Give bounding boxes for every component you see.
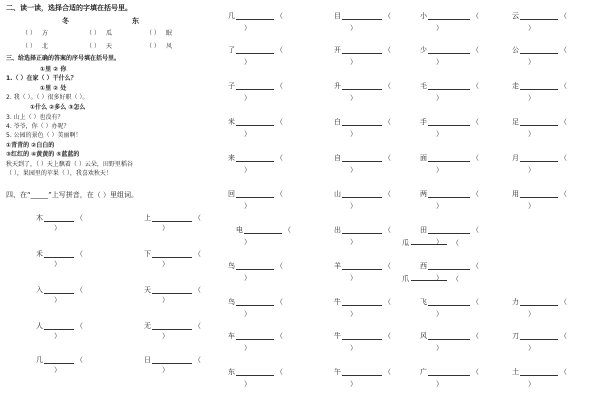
- character: 午: [334, 368, 341, 376]
- character: 了: [228, 46, 235, 54]
- word-entry: [334, 368, 391, 376]
- pinyin-blank[interactable]: [520, 369, 558, 376]
- word-entry: [512, 332, 567, 340]
- open-paren: （: [472, 190, 479, 198]
- pinyin-blank[interactable]: [342, 263, 382, 270]
- pinyin-blank[interactable]: [520, 119, 558, 126]
- question-4: 4. 爷爷，你（ ）办呢？: [6, 123, 70, 130]
- open-paren: （: [76, 322, 83, 330]
- close-paren: ）: [244, 94, 251, 102]
- pinyin-blank[interactable]: [428, 47, 470, 54]
- pinyin-blank[interactable]: [44, 357, 74, 364]
- q1-options: ①里 ② 你: [40, 66, 67, 73]
- close-paren: ）: [528, 166, 535, 174]
- close-paren: ）: [436, 380, 443, 388]
- character: 木: [36, 214, 43, 222]
- open-paren: （: [560, 46, 567, 54]
- close-paren: ）: [436, 238, 443, 246]
- open-paren: （: [276, 298, 283, 306]
- pair-paren[interactable]: （ ）: [86, 43, 100, 50]
- pinyin-blank[interactable]: [236, 155, 274, 162]
- pinyin-blank[interactable]: [342, 47, 382, 54]
- word-entry: [512, 82, 567, 90]
- pinyin-blank[interactable]: [428, 155, 470, 162]
- pinyin-blank[interactable]: [520, 299, 558, 306]
- pinyin-blank[interactable]: [236, 119, 274, 126]
- word-entry: [144, 322, 201, 330]
- pair-word: 天: [106, 43, 113, 50]
- word-entry: [334, 12, 391, 20]
- open-paren: （: [276, 332, 283, 340]
- pinyin-blank[interactable]: [44, 215, 74, 222]
- character: 上: [144, 214, 151, 222]
- character: 回: [228, 190, 235, 198]
- close-paren: ）: [244, 24, 251, 32]
- pinyin-blank[interactable]: [428, 191, 470, 198]
- close-paren: ）: [350, 238, 357, 246]
- word-entry: [236, 226, 291, 234]
- close-paren: ）: [436, 58, 443, 66]
- close-paren: ）: [54, 366, 61, 374]
- section2-heading: 二、读一读，选择合适的字填在括号里。: [6, 4, 132, 12]
- open-paren: （: [384, 82, 391, 90]
- open-paren: （: [560, 82, 567, 90]
- character: 足: [512, 118, 519, 126]
- pair-word: 眠: [166, 30, 173, 37]
- character: 云: [512, 12, 519, 20]
- close-paren: ）: [528, 58, 535, 66]
- open-paren: （: [276, 262, 283, 270]
- open-paren: （: [194, 356, 201, 364]
- pinyin-blank[interactable]: [236, 263, 274, 270]
- option-dong-winter: 冬: [62, 17, 69, 25]
- word-entry: [420, 118, 479, 126]
- word-entry: [334, 262, 391, 270]
- open-paren: （: [284, 226, 291, 234]
- open-paren: （: [276, 46, 283, 54]
- word-entry: [512, 190, 567, 198]
- character: 日: [144, 356, 151, 364]
- close-paren: ）: [350, 94, 357, 102]
- pinyin-blank[interactable]: [152, 323, 192, 330]
- pinyin-blank[interactable]: [428, 227, 470, 234]
- word-entry: [334, 226, 391, 234]
- open-paren: （: [194, 214, 201, 222]
- word-entry: [420, 82, 479, 90]
- word-entry: [334, 332, 391, 340]
- word-entry: [334, 82, 391, 90]
- close-paren: ）: [528, 344, 535, 352]
- character: 广: [420, 368, 427, 376]
- open-paren: （: [194, 250, 201, 258]
- character: 目: [334, 12, 341, 20]
- pinyin-blank[interactable]: [520, 155, 558, 162]
- open-paren: （: [560, 154, 567, 162]
- character: 几: [228, 12, 235, 20]
- open-paren: （: [276, 154, 283, 162]
- open-paren: （: [560, 190, 567, 198]
- pinyin-blank[interactable]: [411, 238, 447, 245]
- close-paren: ）: [244, 310, 251, 318]
- close-paren: ）: [436, 202, 443, 210]
- open-paren: （: [472, 118, 479, 126]
- pinyin-blank[interactable]: [342, 155, 382, 162]
- close-paren: ）: [244, 202, 251, 210]
- close-paren: ）: [244, 58, 251, 66]
- open-paren: （: [76, 356, 83, 364]
- close-paren: ）: [350, 202, 357, 210]
- pair-word: 北: [42, 43, 49, 50]
- pinyin-blank[interactable]: [244, 227, 282, 234]
- pair-word: 风: [166, 43, 173, 50]
- close-paren: ）: [244, 238, 251, 246]
- pinyin-blank[interactable]: [428, 333, 470, 340]
- character: 两: [420, 190, 427, 198]
- open-paren: （: [276, 82, 283, 90]
- character: 土: [512, 368, 519, 376]
- close-paren: ）: [244, 274, 251, 282]
- pinyin-blank[interactable]: [520, 83, 558, 90]
- close-paren: ）: [350, 24, 357, 32]
- pinyin-blank[interactable]: [236, 369, 274, 376]
- open-paren: （: [194, 322, 201, 330]
- word-entry: [36, 286, 83, 294]
- character: 来: [228, 154, 235, 162]
- word-entry: [512, 12, 567, 20]
- pinyin-blank[interactable]: [428, 369, 470, 376]
- close-paren: ）: [54, 224, 61, 232]
- section4-heading: 四、在“_____”上写拼音，在（ ）里组词。: [6, 191, 138, 199]
- character: 下: [144, 250, 151, 258]
- pinyin-blank[interactable]: [342, 119, 382, 126]
- word-entry: [228, 82, 283, 90]
- open-paren: （: [472, 226, 479, 234]
- pinyin-blank[interactable]: [428, 263, 470, 270]
- open-paren: （: [472, 12, 479, 20]
- pinyin-blank[interactable]: [152, 251, 192, 258]
- word-entry: [420, 368, 479, 376]
- character: 风: [420, 332, 427, 340]
- open-paren: （: [384, 154, 391, 162]
- section3-heading: 三、给选择正确的答案的序号填在括号里。: [6, 55, 121, 62]
- character: 田: [420, 226, 427, 234]
- open-paren: （: [560, 368, 567, 376]
- pinyin-blank[interactable]: [520, 47, 558, 54]
- pair-paren[interactable]: （ ）: [146, 43, 160, 50]
- option-dong-east: 东: [132, 17, 139, 25]
- pinyin-blank[interactable]: [520, 191, 558, 198]
- character: 面: [420, 154, 427, 162]
- close-paren: ）: [436, 24, 443, 32]
- pair-paren[interactable]: （ ）: [22, 30, 36, 37]
- pinyin-blank[interactable]: [428, 299, 470, 306]
- open-paren: （: [384, 298, 391, 306]
- character-gua: 瓜: [402, 239, 409, 247]
- word-entry: [334, 46, 391, 54]
- open-paren: （: [560, 12, 567, 20]
- character: 升: [334, 82, 341, 90]
- pinyin-blank[interactable]: [44, 323, 74, 330]
- character: 公: [512, 46, 519, 54]
- pinyin-blank[interactable]: [44, 287, 74, 294]
- open-paren: （: [472, 298, 479, 306]
- character: 鸟: [228, 298, 235, 306]
- character: 开: [334, 46, 341, 54]
- word-entry: [228, 262, 283, 270]
- close-paren: ）: [244, 380, 251, 388]
- open-paren: （: [472, 82, 479, 90]
- pinyin-blank[interactable]: [342, 13, 382, 20]
- pair-paren[interactable]: （ ）: [86, 30, 100, 37]
- close-paren: ）: [436, 166, 443, 174]
- word-entry: [228, 332, 283, 340]
- character: 用: [512, 190, 519, 198]
- open-paren: （: [76, 250, 83, 258]
- word-entry: [334, 118, 391, 126]
- word-entry: [420, 298, 479, 306]
- q6-options-2: ③红红的 ④黄黄的 ⑤蓝蓝的: [6, 151, 80, 158]
- close-paren: ）: [350, 166, 357, 174]
- word-entry: [512, 118, 567, 126]
- pinyin-blank[interactable]: [236, 333, 274, 340]
- question-2: 2. 我（ ）。（ ）很多好职（ ）。: [6, 94, 89, 101]
- q2-options: ①里 ② 处: [40, 85, 67, 92]
- close-paren: ）: [350, 274, 357, 282]
- character: 电: [236, 226, 243, 234]
- close-paren: ）: [528, 130, 535, 138]
- pair-paren[interactable]: （ ）: [22, 43, 36, 50]
- close-paren: ）: [528, 380, 535, 388]
- character: 力: [512, 298, 519, 306]
- close-paren: ）: [162, 366, 169, 374]
- question-6b: （ ），果园里的苹果（ ），我喜欢秋天！: [6, 170, 112, 177]
- pair-paren[interactable]: （ ）: [146, 30, 160, 37]
- close-paren: ）: [436, 344, 443, 352]
- pinyin-blank[interactable]: [236, 299, 274, 306]
- word-entry: [228, 12, 283, 20]
- character: 山: [334, 190, 341, 198]
- open-paren: （: [76, 286, 83, 294]
- pinyin-blank[interactable]: [44, 251, 74, 258]
- character: 刀: [512, 332, 519, 340]
- close-paren: ）: [54, 332, 61, 340]
- character: 西: [420, 262, 427, 270]
- character: 小: [420, 12, 427, 20]
- word-entry: [420, 46, 479, 54]
- close-paren: ）: [436, 94, 443, 102]
- question-6a: 秋天到了，（ ）天上飘着（ ）云朵，田野里稻谷: [6, 161, 133, 168]
- word-entry: [420, 226, 479, 234]
- open-paren: （: [452, 275, 459, 283]
- word-entry: [36, 250, 83, 258]
- q6-options-1: ①青青的 ②白白的: [6, 142, 55, 149]
- word-entry: [420, 190, 479, 198]
- character: 无: [144, 322, 151, 330]
- character: 子: [228, 82, 235, 90]
- pinyin-blank[interactable]: [152, 357, 192, 364]
- close-paren: ）: [528, 24, 535, 32]
- pinyin-blank[interactable]: [428, 83, 470, 90]
- character: 牛: [334, 332, 341, 340]
- question-1: 1.（ ）在家（ ）干什么？: [6, 75, 77, 82]
- pair-word: 方: [42, 30, 49, 37]
- word-entry: [228, 154, 283, 162]
- close-paren: ）: [528, 202, 535, 210]
- open-paren: （: [384, 190, 391, 198]
- pinyin-blank[interactable]: [236, 83, 274, 90]
- open-paren: （: [472, 332, 479, 340]
- character: 毛: [420, 82, 427, 90]
- close-paren: ）: [162, 224, 169, 232]
- close-paren: ）: [350, 310, 357, 318]
- word-entry: [144, 356, 201, 364]
- open-paren: （: [384, 368, 391, 376]
- character: 手: [420, 118, 427, 126]
- pinyin-blank[interactable]: [342, 191, 382, 198]
- word-entry: [420, 332, 479, 340]
- word-entry: [512, 368, 567, 376]
- pinyin-blank[interactable]: [342, 83, 382, 90]
- open-paren: （: [276, 12, 283, 20]
- open-paren: （: [452, 239, 459, 247]
- close-paren: ）: [350, 344, 357, 352]
- close-paren: ）: [162, 332, 169, 340]
- open-paren: （: [276, 190, 283, 198]
- word-entry: [228, 46, 283, 54]
- word-entry: [420, 262, 479, 270]
- word-entry: [228, 298, 283, 306]
- close-paren: ）: [54, 260, 61, 268]
- pinyin-blank[interactable]: [152, 215, 192, 222]
- word-entry: [512, 154, 567, 162]
- pinyin-blank[interactable]: [520, 333, 558, 340]
- open-paren: （: [276, 368, 283, 376]
- close-paren: ）: [528, 310, 535, 318]
- pinyin-blank[interactable]: [520, 13, 558, 20]
- open-paren: （: [384, 262, 391, 270]
- close-paren: ）: [244, 344, 251, 352]
- character: 出: [334, 226, 341, 234]
- pinyin-blank[interactable]: [342, 333, 382, 340]
- word-entry: [36, 214, 83, 222]
- character: 走: [512, 82, 519, 90]
- q3-options: ①什么 ②多么 ③怎么: [30, 104, 86, 111]
- pinyin-blank[interactable]: [236, 191, 274, 198]
- pinyin-blank[interactable]: [428, 119, 470, 126]
- character: 几: [36, 356, 43, 364]
- close-paren: ）: [528, 94, 535, 102]
- character: 入: [36, 286, 43, 294]
- open-paren: （: [560, 118, 567, 126]
- pinyin-blank[interactable]: [342, 299, 382, 306]
- close-paren: ）: [350, 58, 357, 66]
- character: 少: [420, 46, 427, 54]
- close-paren: ）: [436, 130, 443, 138]
- close-paren: ）: [350, 380, 357, 388]
- close-paren: ）: [54, 296, 61, 304]
- open-paren: （: [560, 298, 567, 306]
- word-entry: [512, 46, 567, 54]
- pinyin-blank[interactable]: [342, 369, 382, 376]
- question-5: 5. 公园的景色（ ）美丽啊！: [6, 132, 82, 139]
- word-entry: [36, 356, 83, 364]
- character: 月: [512, 154, 519, 162]
- close-paren: ）: [244, 130, 251, 138]
- word-entry: [144, 250, 201, 258]
- character: 东: [228, 368, 235, 376]
- pinyin-blank[interactable]: [236, 47, 274, 54]
- word-entry: [334, 190, 391, 198]
- close-paren: ）: [350, 130, 357, 138]
- word-entry: [144, 286, 201, 294]
- pair-word: 瓜: [106, 30, 113, 37]
- question-3: 3. 山上（ ）也没有？: [6, 114, 64, 121]
- open-paren: （: [384, 332, 391, 340]
- open-paren: （: [472, 46, 479, 54]
- character: 白: [334, 118, 341, 126]
- open-paren: （: [472, 262, 479, 270]
- character: 车: [228, 332, 235, 340]
- open-paren: （: [276, 118, 283, 126]
- pinyin-blank[interactable]: [152, 287, 192, 294]
- character: 飞: [420, 298, 427, 306]
- word-entry: [228, 118, 283, 126]
- close-paren: ）: [162, 296, 169, 304]
- open-paren: （: [472, 368, 479, 376]
- word-entry: [420, 12, 479, 20]
- character: 人: [36, 322, 43, 330]
- character: 米: [228, 118, 235, 126]
- character: 牛: [334, 298, 341, 306]
- open-paren: （: [384, 12, 391, 20]
- word-entry: [228, 368, 283, 376]
- close-paren: ）: [244, 166, 251, 174]
- character: 鸟: [228, 262, 235, 270]
- open-paren: （: [472, 154, 479, 162]
- open-paren: （: [384, 118, 391, 126]
- word-entry: [512, 298, 567, 306]
- character-zhua: 爪: [402, 275, 409, 283]
- pinyin-blank[interactable]: [428, 13, 470, 20]
- pinyin-blank[interactable]: [411, 274, 447, 281]
- close-paren: ）: [436, 274, 443, 282]
- word-entry: [334, 298, 391, 306]
- character: 禾: [36, 250, 43, 258]
- open-paren: （: [384, 226, 391, 234]
- close-paren: ）: [162, 260, 169, 268]
- character: 天: [144, 286, 151, 294]
- word-entry: [228, 190, 283, 198]
- open-paren: （: [384, 46, 391, 54]
- character: 羊: [334, 262, 341, 270]
- pinyin-blank[interactable]: [236, 13, 274, 20]
- word-entry: [334, 154, 391, 162]
- pinyin-blank[interactable]: [342, 227, 382, 234]
- open-paren: （: [76, 214, 83, 222]
- close-paren: ）: [436, 310, 443, 318]
- character: 自: [334, 154, 341, 162]
- word-entry: [144, 214, 201, 222]
- word-entry: [420, 154, 479, 162]
- open-paren: （: [194, 286, 201, 294]
- open-paren: （: [560, 332, 567, 340]
- word-entry: [36, 322, 83, 330]
